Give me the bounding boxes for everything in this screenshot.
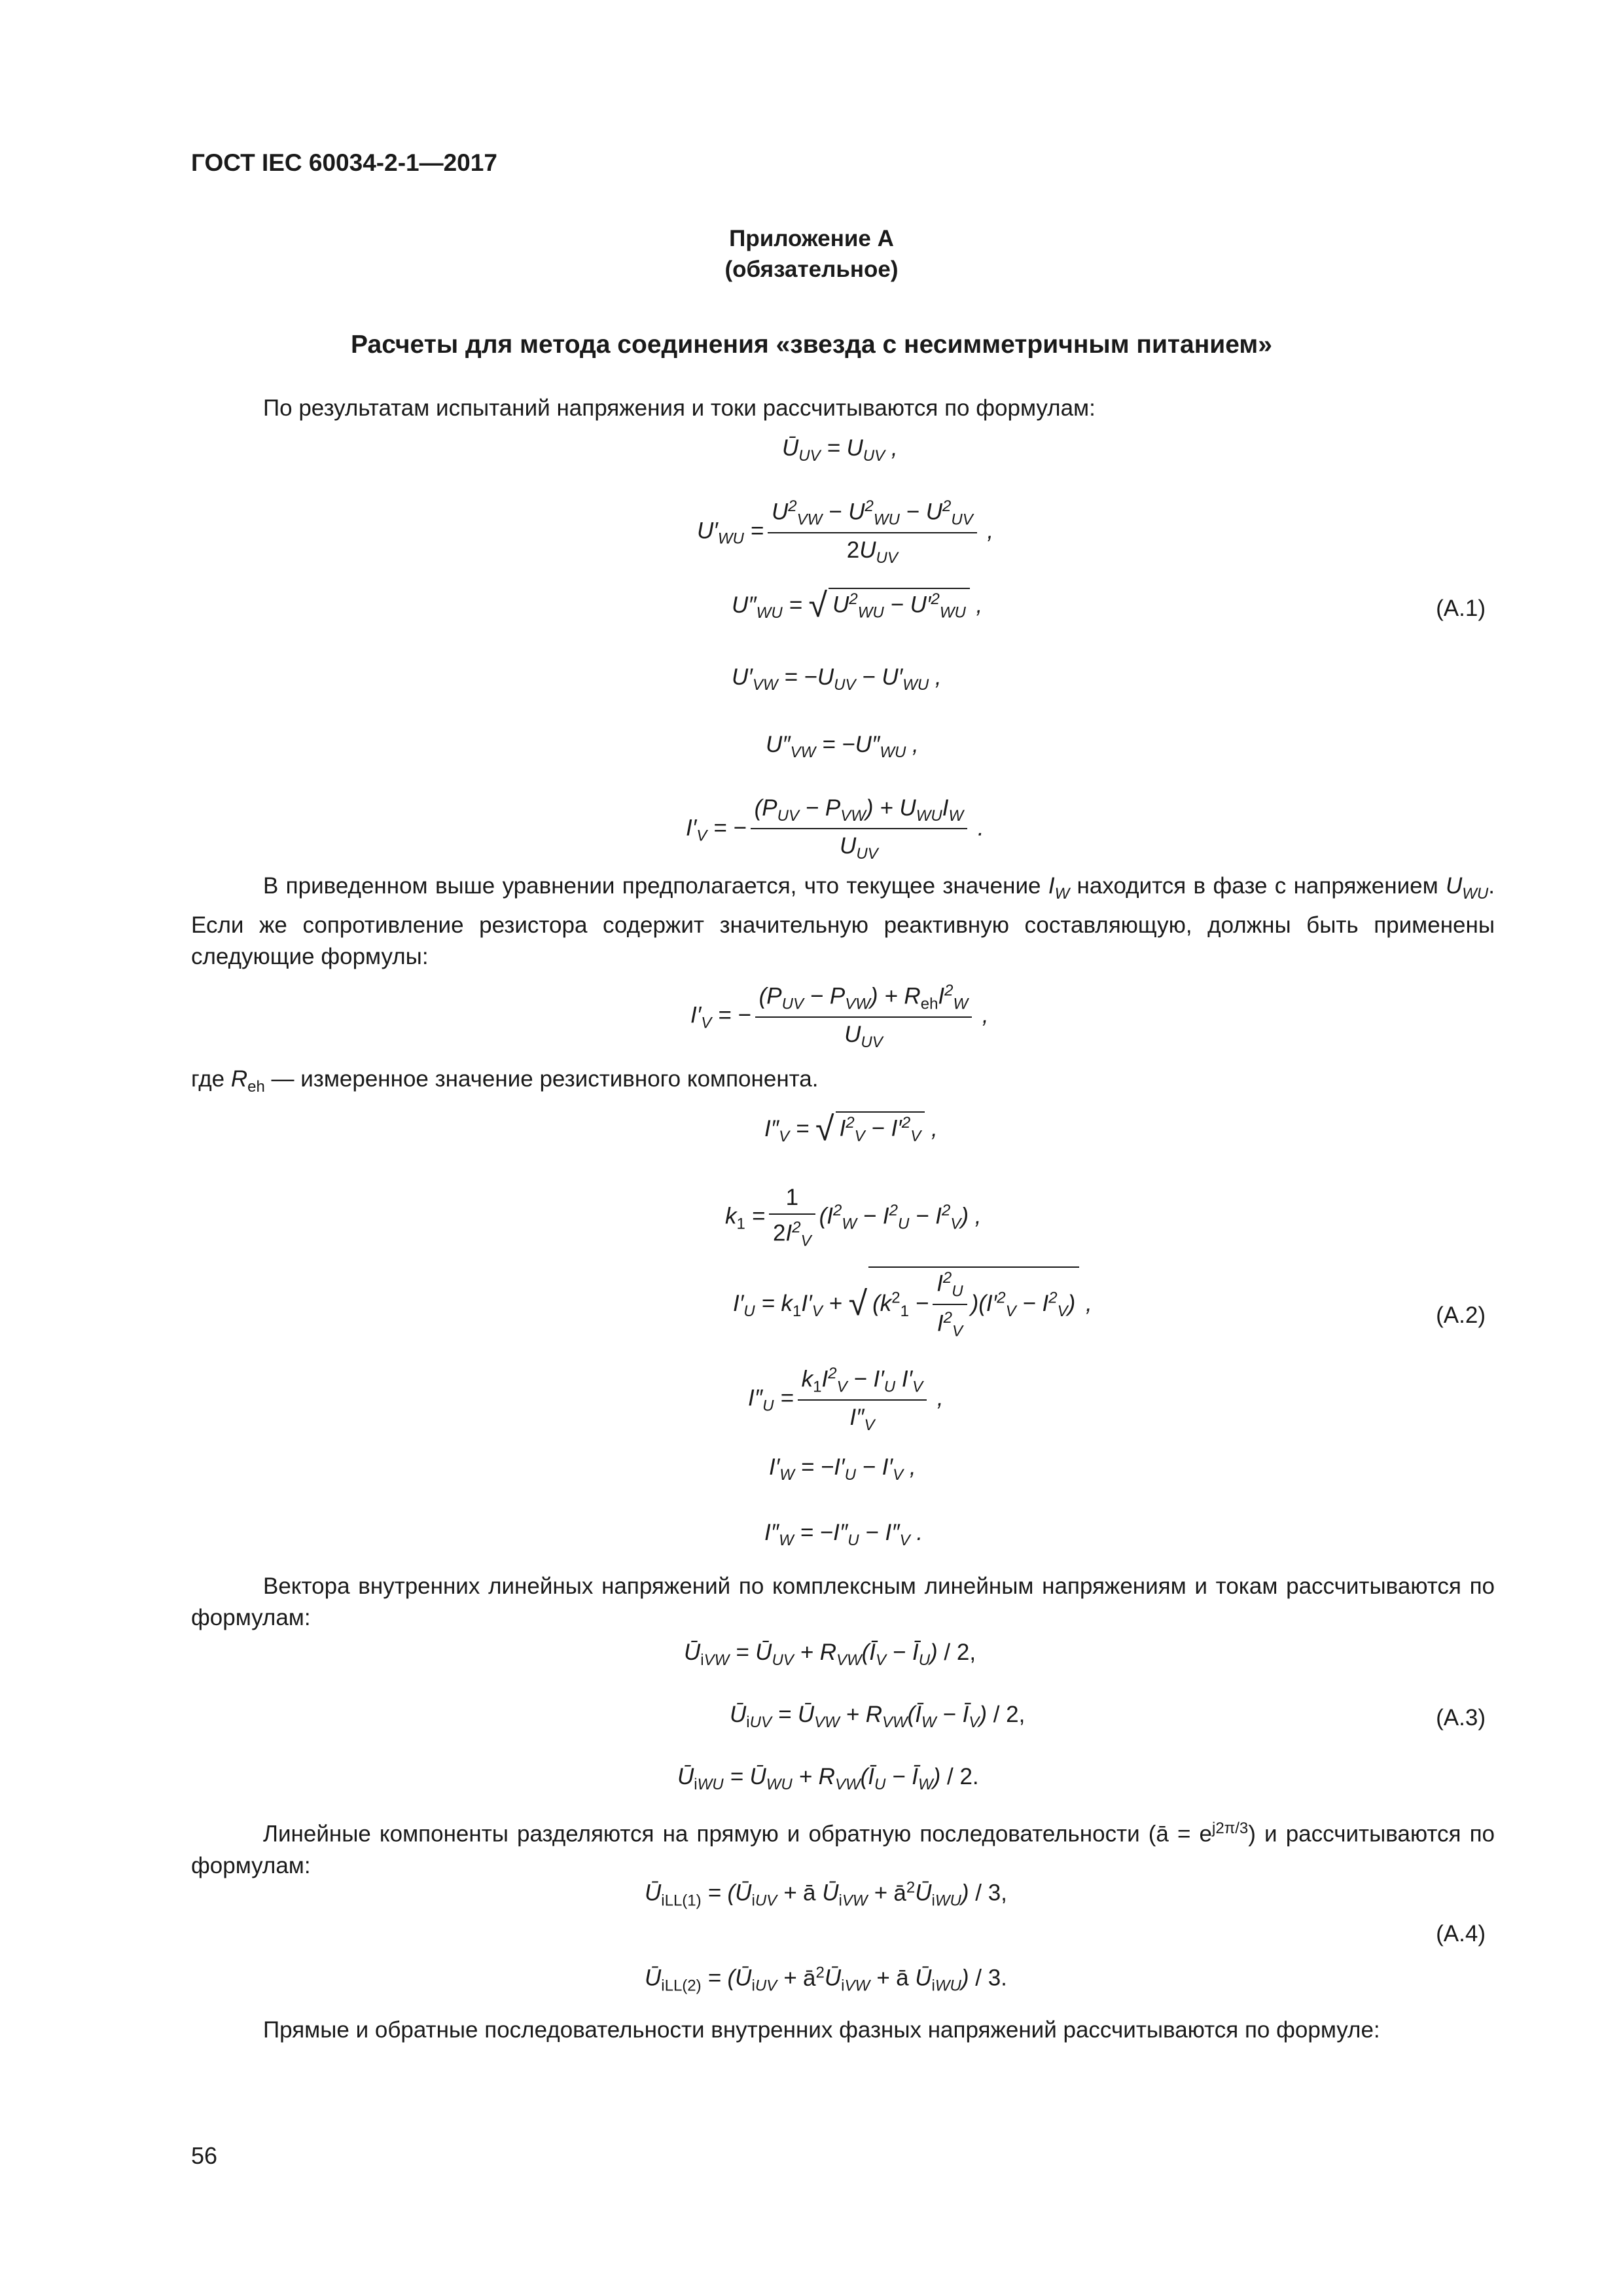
equation-number-a4: (А.4) — [1436, 1921, 1486, 1946]
paragraph-sequence-components: Линейные компоненты разделяются на прямую и обратную последовательности (ā = $e^{j2\pi/3}$) и рассчитываются по формулам: — [191, 1820, 1495, 1878]
equation-uuv: $Ū_{UV} = U_{UV}$ , — [782, 435, 898, 465]
equation-iw-prime: $I'_W = -I'_U - I'_V$ , — [769, 1454, 916, 1484]
equation-iv-prime: $I'_V$ = − $\frac{(P_{UV} - P_{VW}) + U_{WU}I_W}{U_{UV}}$ . — [686, 795, 984, 863]
equation-uwu-prime: $U'_{WU}$ = $\frac{U^2_{VW} - U^2_{WU} - U^2_{UV}}{2U_{UV}}$ , — [697, 497, 994, 567]
annex-title: Приложение А — [729, 226, 894, 251]
paragraph-internal-voltages: Вектора внутренних линейных напряжений по комплексным линейным напряжениям и токам рассчитываются по формулам: — [191, 1573, 1495, 1630]
equation-number-a1: (А.1) — [1436, 596, 1486, 621]
equation-iw-double-prime: $I''_W = -I''_U - I''_V$ . — [764, 1520, 923, 1549]
annex-status: (обязательное) — [724, 257, 899, 282]
equation-uiwu: $Ū_{iWU}$ = $Ū_{WU}$ + $R_{VW}(Ī_U$ − $Ī_W) / 2$. — [677, 1764, 979, 1793]
page-number: 56 — [191, 2142, 218, 2169]
equation-number-a2: (А.2) — [1436, 1302, 1486, 1328]
equation-iv-prime-reactive: $I'_V$ = − $\frac{(P_{UV} - P_{VW}) + R_{eh}I^2_W}{U_{UV}}$ , — [690, 982, 989, 1051]
equation-uvw-prime: $U'_{VW} = -U_{UV} - U'_{WU}$ , — [732, 664, 942, 694]
section-title: Расчеты для метода соединения «звезда с несимметричным питанием» — [351, 331, 1272, 359]
paragraph-phase-assumption: В приведенном выше уравнении предполагается, что текущее значение $I_W$ находится в фазе с напряжением $U_{WU}$. Если же сопротивление резистора содержит значительную реактивную составляющую, должны быть применены следующие формулы: — [191, 873, 1495, 969]
paragraph-intro: По результатам испытаний напряжения и токи рассчитываются по формулам: — [263, 395, 1096, 421]
equation-iu-prime: $I'_U = k_1I'_V$ + √ ($k^2_1$ − $\frac{I^2_U}{I^2_V}$ )$(I'^2_V - I^2_V)$ , — [733, 1266, 1092, 1340]
equation-uill2: $Ū_{iLL(2)}$ = ($Ū_{iUV}$ + $ā^2Ū_{iVW}$ + ā $Ū_{iWU}) / 3$. — [645, 1964, 1007, 1995]
paragraph-phase-voltages: Прямые и обратные последовательности внутренних фазных напряжений рассчитываются по формуле: — [263, 2017, 1380, 2043]
equation-uiuv: $Ū_{iUV}$ = $Ū_{VW}$ + $R_{VW}(Ī_W$ − $Ī_V) / 2$, — [730, 1702, 1026, 1731]
equation-iv-double-prime: $I''_V$ = √ $I^2_V - I'^2_V$ , — [764, 1110, 938, 1148]
equation-number-a3: (А.3) — [1436, 1705, 1486, 1731]
equation-k1: $k_1$ = $\frac{1}{2I^2_V}$ $(I^2_W - I^2_U - I^2_V)$ , — [725, 1185, 982, 1250]
paragraph-reh-definition: где $R_{eh}$ — измеренное значение резистивного компонента. — [191, 1066, 819, 1096]
equation-uivw: $Ū_{iVW}$ = $Ū_{UV}$ + $R_{VW}(Ī_V$ − $Ī_U) / 2$, — [684, 1640, 976, 1669]
equation-uvw-double-prime: $U''_{VW} = -U''_{WU}$ , — [766, 732, 919, 761]
equation-iu-double-prime: $I''_U$ = $\frac{k_1I^2_V - I'_U I'_V}{I''_V}$ , — [748, 1365, 944, 1434]
standard-header: ГОСТ IEC 60034-2-1—2017 — [191, 149, 497, 176]
equation-uill1: $Ū_{iLL(1)}$ = ($Ū_{iUV}$ + ā $Ū_{iVW}$ + $ā^2Ū_{iWU}) / 3$, — [645, 1878, 1007, 1910]
equation-uwu-double-prime: $U''_{WU}$ = √ $U^2_{WU} - U'^2_{WU}$ , — [732, 586, 983, 624]
